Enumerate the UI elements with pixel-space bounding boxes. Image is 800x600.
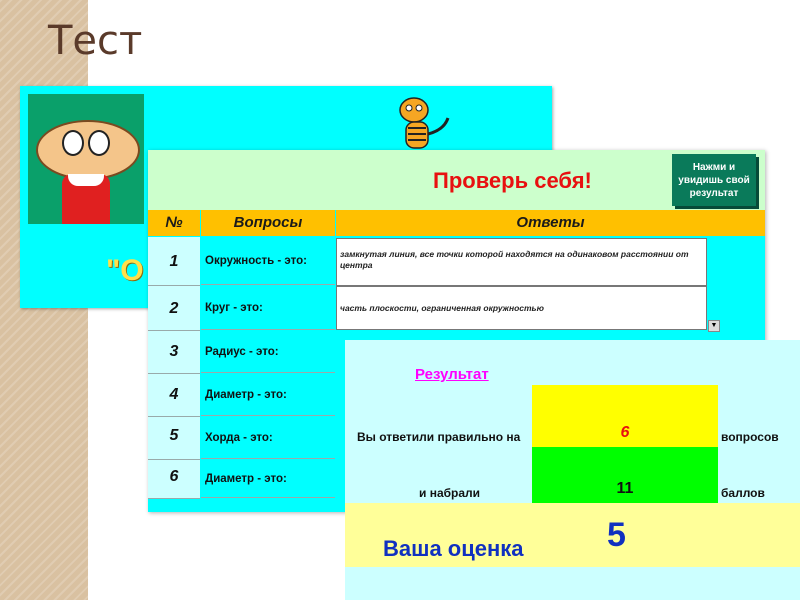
row-number: 5 <box>169 427 179 444</box>
points-unit-label: баллов <box>721 486 765 500</box>
grade-value: 5 <box>607 516 626 554</box>
result-title: Результат <box>415 366 489 383</box>
correct-answers-label: Вы ответили правильно на <box>357 430 521 444</box>
column-header-answers: Ответы <box>336 210 765 236</box>
dropdown-arrow-icon[interactable]: ▼ <box>708 320 720 332</box>
question-label: Окружность - это: <box>201 237 335 285</box>
slide-title: Тест <box>48 18 143 64</box>
row-number: 3 <box>169 343 179 360</box>
row-number: 4 <box>169 386 179 403</box>
answer-field[interactable]: замкнутая линия, все точки которой находятся на одинаковом расстоянии от центра <box>336 238 707 286</box>
correct-count-value: 6 <box>620 424 630 441</box>
question-label: Хорда - это: <box>201 417 335 459</box>
tiger-cat-image <box>384 94 454 154</box>
row-number: 6 <box>169 468 179 485</box>
question-label: Круг - это: <box>201 286 335 330</box>
show-result-button[interactable]: Нажми и увидишь свой результат <box>672 154 756 206</box>
result-panel <box>345 340 800 600</box>
questions-unit-label: вопросов <box>721 430 779 444</box>
cover-title-fragment: "О <box>106 254 144 287</box>
question-label: Диаметр - это: <box>201 374 335 416</box>
cartoon-character-image <box>28 94 144 224</box>
row-number: 1 <box>169 253 179 270</box>
row-number: 2 <box>169 300 179 317</box>
column-header-number: № <box>148 210 200 236</box>
quiz-title: Проверь себя! <box>433 168 592 193</box>
scored-label: и набрали <box>419 486 481 500</box>
grade-label: Ваша оценка <box>383 536 524 561</box>
column-header-questions: Вопросы <box>201 210 335 236</box>
answer-field[interactable]: часть плоскости, ограниченная окружностью <box>336 286 707 330</box>
quiz-header-band <box>148 150 765 210</box>
question-label: Диаметр - это: <box>201 460 335 498</box>
question-label: Радиус - это: <box>201 331 335 373</box>
score-value: 11 <box>616 480 634 497</box>
